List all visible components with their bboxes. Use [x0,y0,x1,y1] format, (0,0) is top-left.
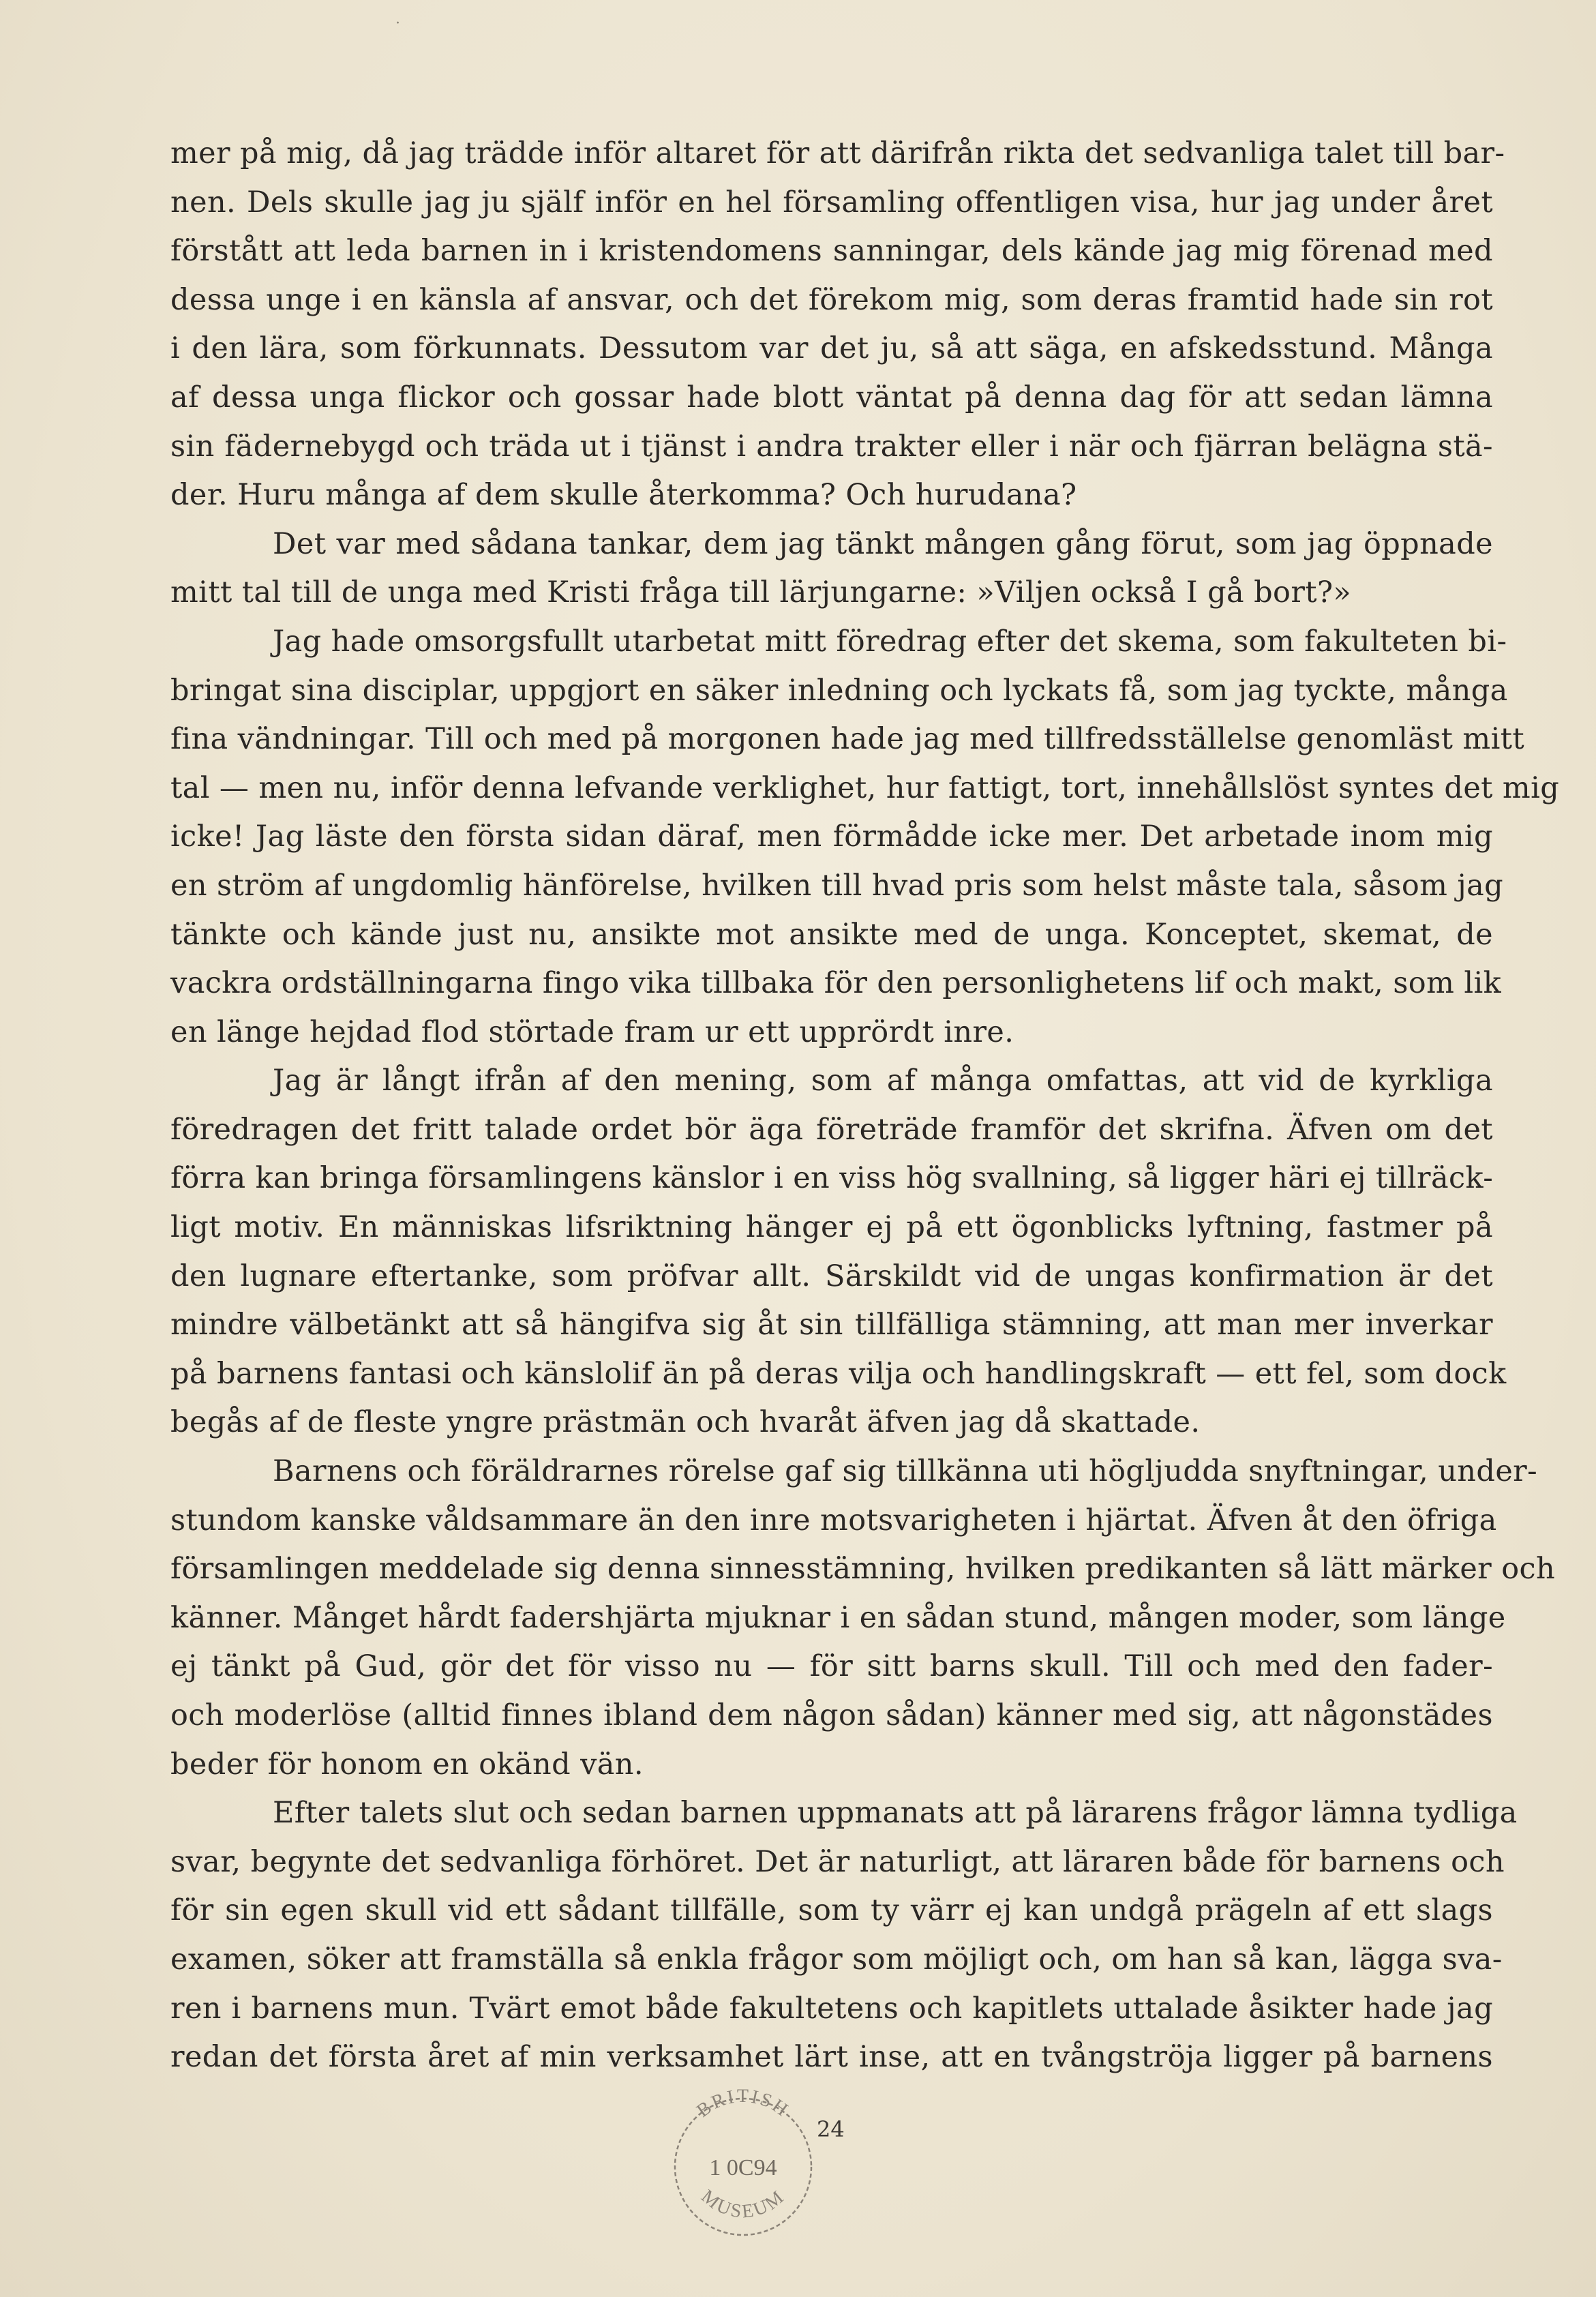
text-line: på barnens fantasi och känslolif än på deras vilja och handlingskraft — ett fel, som dock [170,1356,1507,1391]
text-line: ej tänkt på Gud, gör det för visso nu — för sitt barns skull. Till och med den fader- [170,1649,1493,1684]
page-number: 24 [817,2116,845,2142]
text-line: bringat sina disciplar, uppgjort en säker inledning och lyckats få, som jag tyckte, många [170,673,1508,708]
text-line: Barnens och föräldrarnes rörelse gaf sig tillkänna uti högljudda snyftningar, under- [273,1454,1538,1489]
text-line: examen, söker att framställa så enkla frågor som möjligt och, om han så kan, lägga sva- [170,1942,1503,1977]
text-line: tal — men nu, inför denna lefvande verklighet, hur fattigt, tort, innehållslöst syntes det mig [170,770,1560,805]
text-line: svar, begynte det sedvanliga förhöret. Det är naturligt, att läraren både för barnens och [170,1844,1505,1879]
text-line: af dessa unga flickor och gossar hade blott väntat på denna dag för att sedan lämna [170,380,1493,415]
text-line: redan det första året af min verksamhet lärt inse, att en tvångströja ligger på barnens [170,2040,1493,2075]
text-line: i den lära, som förkunnats. Dessutom var det ju, så att säga, en afskedsstund. Många [170,331,1493,366]
text-line: mer på mig, då jag trädde inför altaret för att därifrån rikta det sedvanliga talet till bar- [170,136,1505,170]
text-line: Det var med sådana tankar, dem jag tänkt mången gång förut, som jag öppnade [273,526,1493,561]
text-line: mitt tal till de unga med Kristi fråga till lärjungarne: »Viljen också I gå bort?» [170,575,1352,610]
text-line: Jag hade omsorgsfullt utarbetat mitt föredrag efter det skema, som fakulteten bi- [273,624,1507,659]
text-line: begås af de fleste yngre prästmän och hvaråt äfven jag då skattade. [170,1405,1201,1440]
text-line: församlingen meddelade sig denna sinnesstämning, hvilken predikanten så lätt märker och [170,1552,1556,1587]
stamp-number: 1 0C94 [709,2155,777,2180]
body-text [170,130,1560,2082]
text-line: sin fädernebygd och träda ut i tjänst i andra trakter eller i när och fjärran belägna stä- [170,429,1493,464]
text-line: fina vändningar. Till och med på morgonen hade jag med tillfredsställelse genomläst mitt [170,722,1525,757]
text-line: förstått att leda barnen in i kristendomens sanningar, dels kände jag mig förenad med [170,234,1493,269]
text-line: förra kan bringa församlingens känslor i en viss hög svallning, så ligger häri ej tillräck- [170,1161,1494,1196]
text-line: föredragen det fritt talade ordet bör äga företräde framför det skrifna. Äfven om det [170,1112,1493,1147]
text-line: Jag är långt ifrån af den mening, som af många omfattas, att vid de kyrkliga [273,1064,1493,1098]
text-line: icke! Jag läste den första sidan däraf, men förmådde icke mer. Det arbetade inom mig [170,820,1493,854]
text-line: och moderlöse (alltid finnes ibland dem någon sådan) känner med sig, att någonstädes [170,1698,1493,1732]
text-line: vackra ordställningarna fingo vika tillbaka för den personlighetens lif och makt, som lik [170,966,1502,1001]
text-line: der. Huru många af dem skulle återkomma? Och hurudana? [170,478,1077,513]
text-line: nen. Dels skulle jag ju själf inför en hel församling offentligen visa, hur jag under året [170,185,1493,220]
text-line: beder för honom en okänd vän. [170,1747,644,1782]
top-dot-mark: · [395,15,400,32]
stamp-top-text: BRITISH [693,2085,794,2122]
text-line: tänkte och kände just nu, ansikte mot ansikte med de unga. Konceptet, skemat, de [170,917,1493,952]
stamp-bottom-text: MUSEUM [697,2185,789,2223]
text-line: den lugnare eftertanke, som pröfvar allt. Särskildt vid de ungas konfirmation är det [170,1259,1493,1293]
text-line: mindre välbetänkt att så hängifva sig åt sin tillfälliga stämning, att man mer inverkar [170,1308,1493,1342]
library-stamp [661,2080,825,2243]
text-line: en ström af ungdomlig hänförelse, hvilken till hvad pris som helst måste tala, såsom jag [170,868,1504,903]
text-line: stundom kanske våldsammare än den inre motsvarigheten i hjärtat. Äfven åt den öfriga [170,1503,1497,1537]
text-line: känner. Månget hårdt fadershjärta mjuknar i en sådan stund, mången moder, som länge [170,1600,1506,1635]
text-line: Efter talets slut och sedan barnen uppmanats att på lärarens frågor lämna tydliga [273,1796,1518,1831]
text-line: ligt motiv. En människas lifsriktning hänger ej på ett ögonblicks lyftning, fastmer på [170,1210,1493,1245]
text-line: för sin egen skull vid ett sådant tillfälle, som ty värr ej kan undgå prägeln af ett slags [170,1893,1493,1928]
text-line: dessa unge i en känsla af ansvar, och det förekom mig, som deras framtid hade sin rot [170,282,1493,317]
text-line: en länge hejdad flod störtade fram ur ett upprördt inre. [170,1015,1014,1049]
text-line: ren i barnens mun. Tvärt emot både fakultetens och kapitlets uttalade åsikter hade jag [170,1991,1493,2026]
